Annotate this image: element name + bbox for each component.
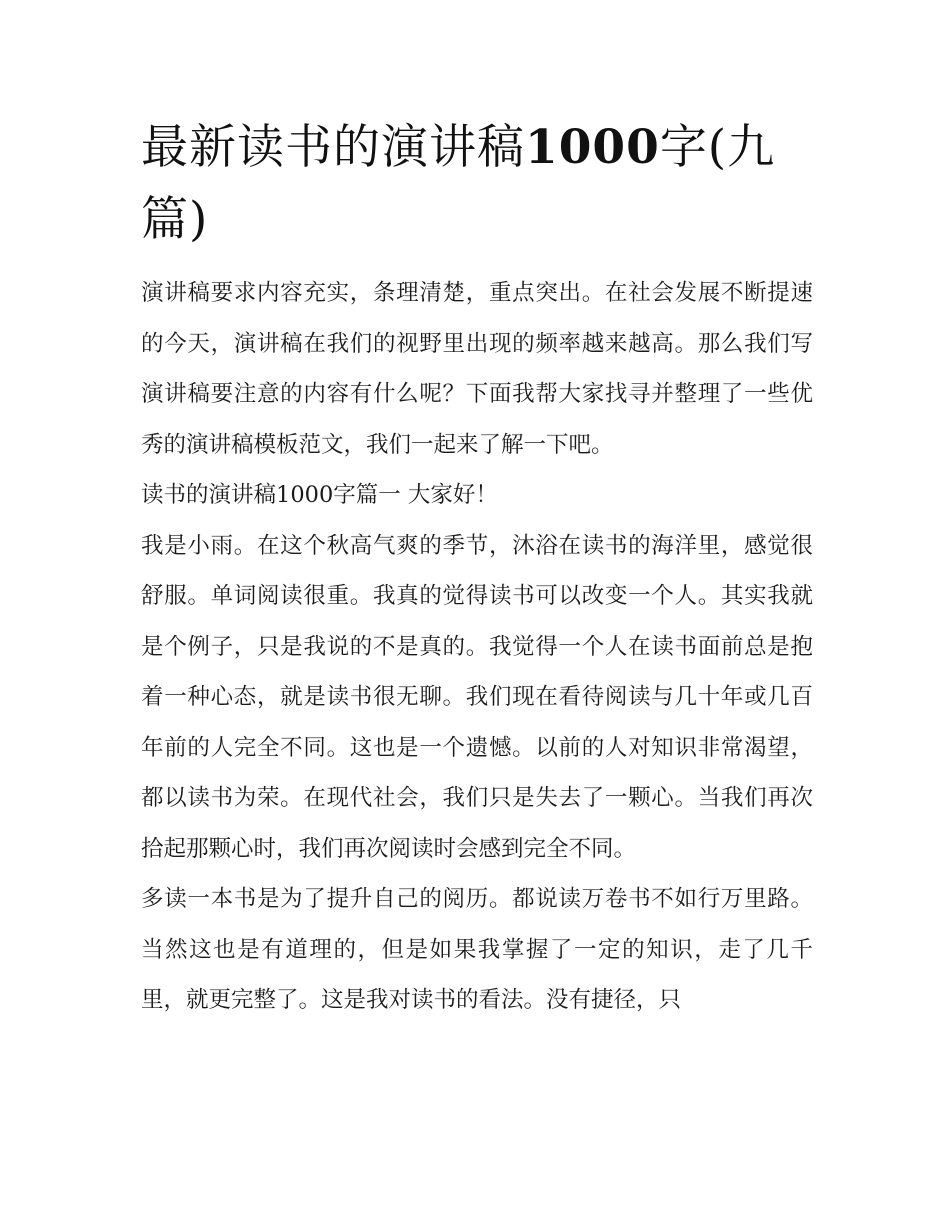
intro-paragraph: 演讲稿要求内容充实，条理清楚，重点突出。在社会发展不断提速的今天，演讲稿在我们的视野里出现的频率越来越高。那么我们写演讲稿要注意的内容有什么呢？下面我帮大家找寻并整理了一些优秀的演讲稿模板范文，我们一起来了解一下吧。 <box>141 280 813 458</box>
title-number: 1000 <box>525 120 660 175</box>
document-body <box>141 268 813 1026</box>
title-text-end: 字(九篇) <box>141 120 776 247</box>
page-title <box>141 112 813 256</box>
body-paragraph: 我是小雨。在这个秋高气爽的季节，沐浴在读书的海洋里，感觉很舒服。单词阅读很重。我真的觉得读书可以改变一个人。其实我就是个例子，只是我说的不是真的。我觉得一个人在读书面前总是抱着一种心态，就是读书很无聊。我们现在看待阅读与几十年或几百年前的人完全不同。这也是一个遗憾。以前的人对知识非常渴望，都以读书为荣。在现代社会，我们只是失去了一颗心。当我们再次拾起那颗心时，我们再次阅读时会感到完全不同。 <box>141 532 813 862</box>
body-paragraph: 多读一本书是为了提升自己的阅历。都说读万卷书不如行万里路。当然这也是有道理的，但是如果我掌握了一定的知识，走了几千里，就更完整了。这是我对读书的看法。没有捷径，只 <box>141 886 813 1013</box>
title-text-start: 最新读书的演讲稿 <box>141 120 525 175</box>
document-content <box>141 112 813 1026</box>
section-heading-paragraph: 读书的演讲稿1000字篇一 大家好！ <box>141 482 498 508</box>
